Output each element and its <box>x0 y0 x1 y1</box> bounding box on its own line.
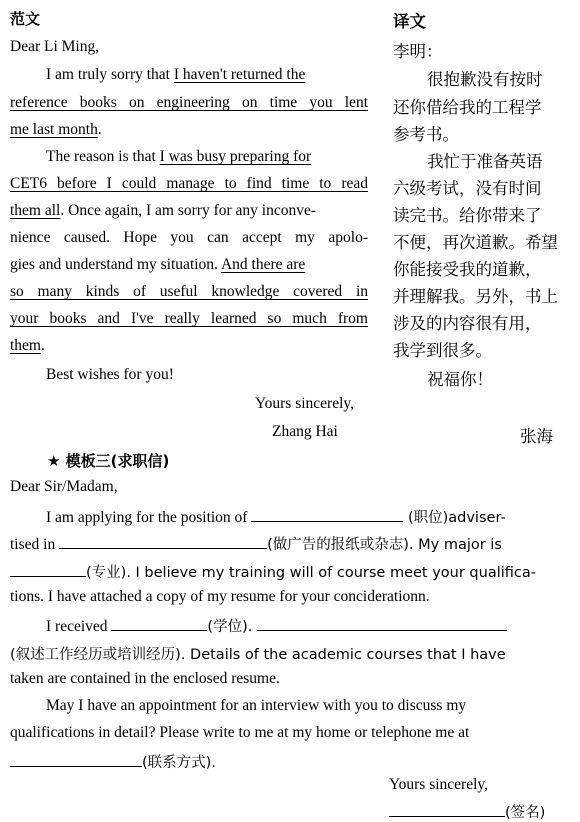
sample-wishes: Best wishes for you! <box>46 366 174 383</box>
template-line-8: May I have an appointment for an interview with you to discuss my <box>46 697 467 714</box>
template-sign-line: (签名) <box>389 801 545 822</box>
template-title: ★ 模板三(求职信) <box>47 452 170 470</box>
translation-line: 祝福你！ <box>427 370 493 389</box>
degree-blank <box>111 616 207 631</box>
sample-title: 范文 <box>10 10 41 28</box>
sample-p2-line8: them. <box>10 337 45 354</box>
sample-p1-line2: reference books on engineering on time you lent <box>10 94 368 111</box>
major-blank <box>10 562 86 577</box>
translation-title: 译文 <box>393 12 426 31</box>
translation-line: 读完书。给你带来了 <box>393 206 542 225</box>
translation-signer: 张海 <box>520 427 553 446</box>
translation-line: 我忙于准备英语 <box>427 152 543 171</box>
template-line-10: (联系方式). <box>10 751 216 772</box>
template-line-6: (叙述工作经历或培训经历). Details of the academic courses that I have <box>10 647 506 663</box>
translation-line: 我学到很多。 <box>393 341 492 360</box>
template-line-3: (专业). I believe my training will of course meet your qualifica- <box>10 561 536 582</box>
translation-line: 并理解我。另外，书上 <box>393 287 558 306</box>
sample-p2-line5: gies and understand my situation. And there are <box>10 256 306 273</box>
template-line-2: tised in (做广告的报纸或杂志). My major is <box>10 536 502 553</box>
translation-line: 你能接受我的道歉， <box>393 260 542 279</box>
translation-line: 还你借给我的工程学 <box>393 98 542 117</box>
template-line-1: I am applying for the position of (职位)adviser- <box>46 509 506 526</box>
template-line-4: tions. I have attached a copy of my resume for your conciderationn. <box>10 588 430 605</box>
experience-blank <box>257 616 507 631</box>
sample-closing: Yours sincerely, <box>255 395 355 412</box>
template-closing: Yours sincerely, <box>389 776 489 793</box>
contact-blank <box>10 752 142 767</box>
signature-blank <box>389 802 505 817</box>
translation-line: 参考书。 <box>393 125 459 144</box>
sample-p2-line7: your books and I've really learned so much from <box>10 310 368 327</box>
translation-line: 六级考试，没有时间 <box>393 179 542 198</box>
translation-greeting: 李明： <box>393 42 443 61</box>
newspaper-blank <box>59 534 267 549</box>
template-line-7: taken are contained in the enclosed resume. <box>10 670 280 687</box>
sample-p2-line2: CET6 before I could manage to find time to read <box>10 175 368 192</box>
template-line-5: I received (学位). <box>46 615 507 636</box>
translation-line: 不便，再次道歉。希望 <box>393 233 558 252</box>
position-blank <box>251 507 403 522</box>
sample-signer: Zhang Hai <box>272 423 338 440</box>
sample-p2-line3: them all. Once again, I am sorry for any inconve- <box>10 202 317 219</box>
sample-p1-line3: me last month. <box>10 121 102 138</box>
sample-p2-line6: so many kinds of useful knowledge covered in <box>10 283 368 300</box>
template-line-9: qualifications in detail? Please write to me at my home or telephone me at <box>10 724 470 741</box>
sample-p1-line1: I am truly sorry that I haven't returned the <box>46 66 306 83</box>
template-greeting: Dear Sir/Madam, <box>10 478 118 495</box>
sample-greeting: Dear Li Ming, <box>10 38 100 55</box>
translation-line: 很抱歉没有按时 <box>427 70 543 89</box>
translation-line: 涉及的内容很有用， <box>393 314 542 333</box>
sample-p2-line4: nience caused. Hope you can accept my apolo- <box>10 229 368 246</box>
sample-p2-line1: The reason is that I was busy preparing for <box>46 148 312 165</box>
